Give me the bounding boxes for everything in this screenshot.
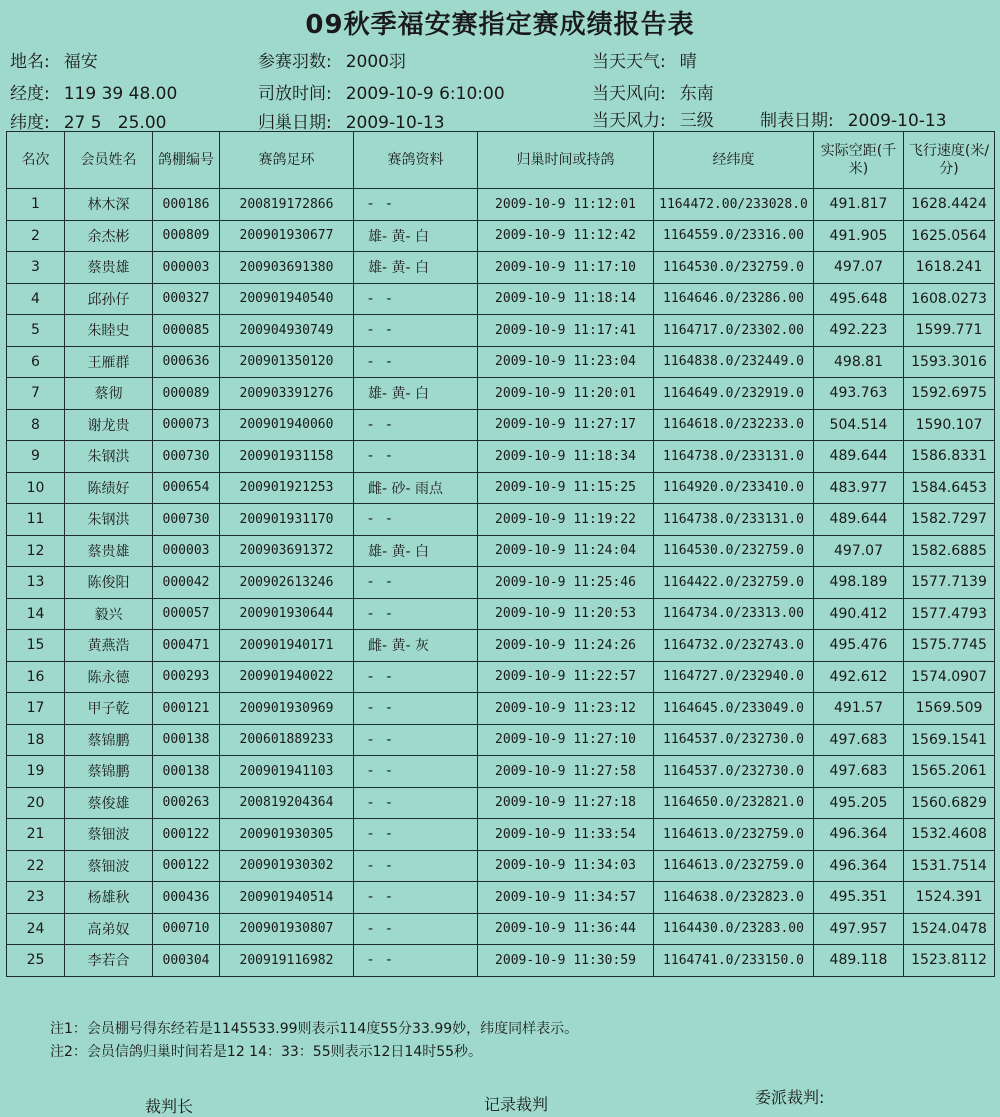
rank-cell: 8	[7, 409, 65, 441]
coordinates-cell: 1164537.0/232730.0	[654, 724, 814, 756]
member-name-cell: 林木深	[65, 189, 153, 221]
results-table	[6, 131, 995, 977]
col-rank: 名次	[7, 132, 65, 189]
distance-cell: 495.205	[814, 787, 904, 819]
speed-cell: 1523.8112	[904, 945, 995, 977]
return-time-cell: 2009-10-9 11:22:57	[478, 661, 654, 693]
pigeon-info-cell: - -	[354, 189, 478, 221]
coordinates-cell: 1164717.0/23302.00	[654, 315, 814, 347]
ring-number-cell: 200901930305	[220, 819, 354, 851]
coordinates-cell: 1164537.0/232730.0	[654, 756, 814, 788]
speed-cell: 1582.7297	[904, 504, 995, 536]
member-name-cell: 陈永德	[65, 661, 153, 693]
recorder-referee-label: 记录裁判	[484, 1095, 549, 1114]
col-pigeon-info: 赛鸽资料	[354, 132, 478, 189]
loft-number-cell: 000089	[153, 378, 220, 410]
coordinates-cell: 1164727.0/232940.0	[654, 661, 814, 693]
return-time-cell: 2009-10-9 11:24:26	[478, 630, 654, 662]
member-name-cell: 蔡贵雄	[65, 252, 153, 284]
pigeon-info-cell: - -	[354, 913, 478, 945]
count-value: 2000羽	[345, 52, 406, 72]
table-row	[7, 661, 995, 693]
ring-number-cell: 200903691380	[220, 252, 354, 284]
table-row	[7, 252, 995, 284]
distance-cell: 497.07	[814, 535, 904, 567]
return-time-cell: 2009-10-9 11:12:42	[478, 220, 654, 252]
return-time-cell: 2009-10-9 11:34:03	[478, 850, 654, 882]
return-time-cell: 2009-10-9 11:20:01	[478, 378, 654, 410]
place-field	[10, 47, 98, 72]
speed-cell: 1577.4793	[904, 598, 995, 630]
coordinates-cell: 1164530.0/232759.0	[654, 535, 814, 567]
ring-number-cell: 200901941103	[220, 756, 354, 788]
coordinates-cell: 1164638.0/232823.0	[654, 882, 814, 914]
distance-cell: 497.683	[814, 724, 904, 756]
coordinates-cell: 1164613.0/232759.0	[654, 850, 814, 882]
ring-number-cell: 200819204364	[220, 787, 354, 819]
coordinates-cell: 1164732.0/232743.0	[654, 630, 814, 662]
rank-cell: 11	[7, 504, 65, 536]
loft-number-cell: 000471	[153, 630, 220, 662]
coordinates-cell: 1164734.0/23313.00	[654, 598, 814, 630]
speed-cell: 1565.2061	[904, 756, 995, 788]
place-label: 地名:	[10, 52, 50, 72]
coordinates-cell: 1164618.0/232233.0	[654, 409, 814, 441]
rank-cell: 15	[7, 630, 65, 662]
pigeon-info-cell: - -	[354, 598, 478, 630]
table-row	[7, 882, 995, 914]
rank-cell: 22	[7, 850, 65, 882]
distance-cell: 498.81	[814, 346, 904, 378]
loft-number-cell: 000003	[153, 252, 220, 284]
loft-number-cell: 000042	[153, 567, 220, 599]
latitude-label: 纬度:	[10, 113, 50, 133]
speed-cell: 1577.7139	[904, 567, 995, 599]
note-2: 注2：会员信鸽归巢时间若是12 14：33：55则表示12日14时55秒。	[50, 1044, 483, 1060]
rank-cell: 9	[7, 441, 65, 473]
return-time-cell: 2009-10-9 11:23:04	[478, 346, 654, 378]
distance-cell: 495.351	[814, 882, 904, 914]
loft-number-cell: 000186	[153, 189, 220, 221]
table-row	[7, 598, 995, 630]
speed-cell: 1625.0564	[904, 220, 995, 252]
pigeon-info-cell: - -	[354, 441, 478, 473]
pigeon-info-cell: - -	[354, 882, 478, 914]
distance-cell: 489.644	[814, 441, 904, 473]
wind-force-field	[592, 106, 714, 131]
coordinates-cell: 1164645.0/233049.0	[654, 693, 814, 725]
latitude-value: 27 5 25.00	[63, 113, 167, 133]
pigeon-info-cell: 雌- 黄- 灰	[354, 630, 478, 662]
coordinates-cell: 1164422.0/232759.0	[654, 567, 814, 599]
loft-number-cell: 000809	[153, 220, 220, 252]
table-row	[7, 409, 995, 441]
loft-number-cell: 000710	[153, 913, 220, 945]
rank-cell: 16	[7, 661, 65, 693]
pigeon-info-cell: - -	[354, 409, 478, 441]
return-time-cell: 2009-10-9 11:27:10	[478, 724, 654, 756]
col-ring-number: 赛鸽足环	[220, 132, 354, 189]
ring-number-cell: 200901940171	[220, 630, 354, 662]
speed-cell: 1590.107	[904, 409, 995, 441]
loft-number-cell: 000138	[153, 756, 220, 788]
return-time-cell: 2009-10-9 11:24:04	[478, 535, 654, 567]
speed-cell: 1582.6885	[904, 535, 995, 567]
rank-cell: 24	[7, 913, 65, 945]
pigeon-info-cell: - -	[354, 504, 478, 536]
return-time-cell: 2009-10-9 11:18:14	[478, 283, 654, 315]
col-loft-number: 鸽棚编号	[153, 132, 220, 189]
member-name-cell: 蔡彻	[65, 378, 153, 410]
ring-number-cell: 200901921253	[220, 472, 354, 504]
rank-cell: 2	[7, 220, 65, 252]
distance-cell: 489.644	[814, 504, 904, 536]
coordinates-cell: 1164741.0/233150.0	[654, 945, 814, 977]
pigeon-info-cell: - -	[354, 661, 478, 693]
distance-cell: 489.118	[814, 945, 904, 977]
made-date-field	[760, 106, 947, 131]
member-name-cell: 毅兴	[65, 598, 153, 630]
distance-cell: 490.412	[814, 598, 904, 630]
distance-cell: 496.364	[814, 850, 904, 882]
appointed-referee-label: 委派裁判:	[755, 1088, 825, 1107]
rank-cell: 20	[7, 787, 65, 819]
count-field	[258, 47, 406, 72]
table-row	[7, 441, 995, 473]
pigeon-info-cell: - -	[354, 693, 478, 725]
rank-cell: 1	[7, 189, 65, 221]
table-row	[7, 378, 995, 410]
pigeon-info-cell: 雄- 黄- 白	[354, 252, 478, 284]
pigeon-info-cell: - -	[354, 724, 478, 756]
table-row	[7, 819, 995, 851]
ring-number-cell: 200901350120	[220, 346, 354, 378]
loft-number-cell: 000654	[153, 472, 220, 504]
loft-number-cell: 000122	[153, 819, 220, 851]
return-time-cell: 2009-10-9 11:34:57	[478, 882, 654, 914]
member-name-cell: 蔡锦鹏	[65, 756, 153, 788]
speed-cell: 1608.0273	[904, 283, 995, 315]
speed-cell: 1569.1541	[904, 724, 995, 756]
table-row	[7, 346, 995, 378]
distance-cell: 495.476	[814, 630, 904, 662]
distance-cell: 504.514	[814, 409, 904, 441]
speed-cell: 1560.6829	[904, 787, 995, 819]
member-name-cell: 高弟奴	[65, 913, 153, 945]
distance-cell: 496.364	[814, 819, 904, 851]
table-row	[7, 472, 995, 504]
wind-force-value: 三级	[679, 111, 714, 131]
table-row	[7, 693, 995, 725]
count-label: 参赛羽数:	[258, 52, 332, 72]
distance-cell: 491.905	[814, 220, 904, 252]
rank-cell: 17	[7, 693, 65, 725]
return-time-cell: 2009-10-9 11:19:22	[478, 504, 654, 536]
pigeon-info-cell: 雌- 砂- 雨点	[354, 472, 478, 504]
made-date-label: 制表日期:	[760, 111, 834, 131]
rank-cell: 12	[7, 535, 65, 567]
col-member-name: 会员姓名	[65, 132, 153, 189]
member-name-cell: 朱钢洪	[65, 441, 153, 473]
rank-cell: 4	[7, 283, 65, 315]
ring-number-cell: 200919116982	[220, 945, 354, 977]
speed-cell: 1584.6453	[904, 472, 995, 504]
rank-cell: 14	[7, 598, 65, 630]
return-time-cell: 2009-10-9 11:25:46	[478, 567, 654, 599]
loft-number-cell: 000436	[153, 882, 220, 914]
member-name-cell: 邱孙仔	[65, 283, 153, 315]
table-row	[7, 945, 995, 977]
pigeon-info-cell: - -	[354, 346, 478, 378]
distance-cell: 483.977	[814, 472, 904, 504]
member-name-cell: 蔡锦鹏	[65, 724, 153, 756]
col-speed: 飞行速度(米/分)	[904, 132, 995, 189]
rank-cell: 19	[7, 756, 65, 788]
weather-value: 晴	[679, 52, 697, 72]
rank-cell: 5	[7, 315, 65, 347]
pigeon-info-cell: - -	[354, 567, 478, 599]
weather-label: 当天天气:	[592, 52, 666, 72]
member-name-cell: 杨雄秋	[65, 882, 153, 914]
distance-cell: 491.57	[814, 693, 904, 725]
speed-cell: 1574.0907	[904, 661, 995, 693]
longitude-field	[10, 79, 177, 104]
loft-number-cell: 000304	[153, 945, 220, 977]
ring-number-cell: 200901940514	[220, 882, 354, 914]
loft-number-cell: 000003	[153, 535, 220, 567]
coordinates-cell: 1164738.0/233131.0	[654, 504, 814, 536]
pigeon-info-cell: 雄- 黄- 白	[354, 535, 478, 567]
loft-number-cell: 000057	[153, 598, 220, 630]
coordinates-cell: 1164838.0/232449.0	[654, 346, 814, 378]
return-time-cell: 2009-10-9 11:20:53	[478, 598, 654, 630]
pigeon-info-cell: - -	[354, 945, 478, 977]
loft-number-cell: 000636	[153, 346, 220, 378]
member-name-cell: 王雁群	[65, 346, 153, 378]
speed-cell: 1628.4424	[904, 189, 995, 221]
table-row	[7, 630, 995, 662]
return-time-cell: 2009-10-9 11:36:44	[478, 913, 654, 945]
pigeon-info-cell: - -	[354, 315, 478, 347]
ring-number-cell: 200902613246	[220, 567, 354, 599]
loft-number-cell: 000138	[153, 724, 220, 756]
speed-cell: 1586.8331	[904, 441, 995, 473]
ring-number-cell: 200903691372	[220, 535, 354, 567]
ring-number-cell: 200901930677	[220, 220, 354, 252]
rank-cell: 13	[7, 567, 65, 599]
return-date-field	[258, 108, 445, 133]
return-time-cell: 2009-10-9 11:27:58	[478, 756, 654, 788]
made-date-value: 2009-10-13	[847, 111, 947, 131]
table-row	[7, 567, 995, 599]
coordinates-cell: 1164646.0/23286.00	[654, 283, 814, 315]
col-return-time: 归巢时间或持鸽	[478, 132, 654, 189]
report-title: 09秋季福安赛指定赛成绩报告表	[305, 10, 695, 40]
speed-cell: 1524.391	[904, 882, 995, 914]
return-time-cell: 2009-10-9 11:27:17	[478, 409, 654, 441]
rank-cell: 10	[7, 472, 65, 504]
coordinates-cell: 1164649.0/232919.0	[654, 378, 814, 410]
return-time-cell: 2009-10-9 11:27:18	[478, 787, 654, 819]
release-label: 司放时间:	[258, 84, 332, 104]
col-coordinates: 经纬度	[654, 132, 814, 189]
col-distance: 实际空距(千米)	[814, 132, 904, 189]
distance-cell: 492.612	[814, 661, 904, 693]
speed-cell: 1618.241	[904, 252, 995, 284]
weather-field	[592, 47, 697, 72]
ring-number-cell: 200901930302	[220, 850, 354, 882]
rank-cell: 18	[7, 724, 65, 756]
distance-cell: 492.223	[814, 315, 904, 347]
ring-number-cell: 200901940022	[220, 661, 354, 693]
return-time-cell: 2009-10-9 11:30:59	[478, 945, 654, 977]
return-time-cell: 2009-10-9 11:17:41	[478, 315, 654, 347]
speed-cell: 1575.7745	[904, 630, 995, 662]
table-row	[7, 724, 995, 756]
member-name-cell: 谢龙贵	[65, 409, 153, 441]
coordinates-cell: 1164738.0/233131.0	[654, 441, 814, 473]
pigeon-info-cell: - -	[354, 819, 478, 851]
return-time-cell: 2009-10-9 11:17:10	[478, 252, 654, 284]
distance-cell: 493.763	[814, 378, 904, 410]
pigeon-info-cell: - -	[354, 787, 478, 819]
member-name-cell: 余杰彬	[65, 220, 153, 252]
ring-number-cell: 200901931170	[220, 504, 354, 536]
table-row	[7, 913, 995, 945]
return-time-cell: 2009-10-9 11:12:01	[478, 189, 654, 221]
wind-direction-field	[592, 79, 714, 104]
speed-cell: 1532.4608	[904, 819, 995, 851]
distance-cell: 497.683	[814, 756, 904, 788]
ring-number-cell: 200901930644	[220, 598, 354, 630]
wind-direction-label: 当天风向:	[592, 84, 666, 104]
member-name-cell: 陈绩好	[65, 472, 153, 504]
speed-cell: 1593.3016	[904, 346, 995, 378]
member-name-cell: 蔡钿波	[65, 850, 153, 882]
loft-number-cell: 000730	[153, 441, 220, 473]
loft-number-cell: 000327	[153, 283, 220, 315]
loft-number-cell: 000085	[153, 315, 220, 347]
return-time-cell: 2009-10-9 11:18:34	[478, 441, 654, 473]
ring-number-cell: 200819172866	[220, 189, 354, 221]
member-name-cell: 蔡钿波	[65, 819, 153, 851]
pigeon-info-cell: - -	[354, 850, 478, 882]
speed-cell: 1531.7514	[904, 850, 995, 882]
table-row	[7, 315, 995, 347]
ring-number-cell: 200601889233	[220, 724, 354, 756]
table-row	[7, 787, 995, 819]
coordinates-cell: 1164650.0/232821.0	[654, 787, 814, 819]
pigeon-info-cell: 雄- 黄- 白	[354, 378, 478, 410]
speed-cell: 1524.0478	[904, 913, 995, 945]
distance-cell: 495.648	[814, 283, 904, 315]
speed-cell: 1592.6975	[904, 378, 995, 410]
member-name-cell: 朱睦史	[65, 315, 153, 347]
rank-cell: 6	[7, 346, 65, 378]
table-row	[7, 756, 995, 788]
member-name-cell: 蔡俊雄	[65, 787, 153, 819]
rank-cell: 21	[7, 819, 65, 851]
ring-number-cell: 200901930969	[220, 693, 354, 725]
member-name-cell: 黄燕浩	[65, 630, 153, 662]
place-value: 福安	[63, 52, 98, 72]
ring-number-cell: 200901940540	[220, 283, 354, 315]
table-row	[7, 283, 995, 315]
distance-cell: 497.07	[814, 252, 904, 284]
pigeon-info-cell: 雄- 黄- 白	[354, 220, 478, 252]
member-name-cell: 蔡贵雄	[65, 535, 153, 567]
rank-cell: 25	[7, 945, 65, 977]
ring-number-cell: 200901940060	[220, 409, 354, 441]
longitude-value: 119 39 48.00	[63, 84, 178, 104]
loft-number-cell: 000293	[153, 661, 220, 693]
return-date-value: 2009-10-13	[345, 113, 445, 133]
speed-cell: 1569.509	[904, 693, 995, 725]
member-name-cell: 陈俊阳	[65, 567, 153, 599]
coordinates-cell: 1164613.0/232759.0	[654, 819, 814, 851]
coordinates-cell: 1164472.00/233028.0	[654, 189, 814, 221]
release-value: 2009-10-9 6:10:00	[345, 84, 505, 104]
distance-cell: 497.957	[814, 913, 904, 945]
ring-number-cell: 200903391276	[220, 378, 354, 410]
coordinates-cell: 1164430.0/23283.00	[654, 913, 814, 945]
loft-number-cell: 000121	[153, 693, 220, 725]
member-name-cell: 甲子乾	[65, 693, 153, 725]
release-field	[258, 79, 505, 104]
distance-cell: 498.189	[814, 567, 904, 599]
loft-number-cell: 000730	[153, 504, 220, 536]
coordinates-cell: 1164559.0/23316.00	[654, 220, 814, 252]
wind-direction-value: 东南	[679, 84, 714, 104]
rank-cell: 7	[7, 378, 65, 410]
return-time-cell: 2009-10-9 11:23:12	[478, 693, 654, 725]
table-row	[7, 189, 995, 221]
table-row	[7, 504, 995, 536]
pigeon-info-cell: - -	[354, 283, 478, 315]
ring-number-cell: 200901931158	[220, 441, 354, 473]
wind-force-label: 当天风力:	[592, 111, 666, 131]
table-row	[7, 850, 995, 882]
return-time-cell: 2009-10-9 11:33:54	[478, 819, 654, 851]
coordinates-cell: 1164530.0/232759.0	[654, 252, 814, 284]
table-header-row	[7, 132, 995, 189]
pigeon-info-cell: - -	[354, 756, 478, 788]
rank-cell: 23	[7, 882, 65, 914]
speed-cell: 1599.771	[904, 315, 995, 347]
distance-cell: 491.817	[814, 189, 904, 221]
member-name-cell: 李若合	[65, 945, 153, 977]
table-row	[7, 220, 995, 252]
table-row	[7, 535, 995, 567]
ring-number-cell: 200904930749	[220, 315, 354, 347]
longitude-label: 经度:	[10, 84, 50, 104]
loft-number-cell: 000263	[153, 787, 220, 819]
ring-number-cell: 200901930807	[220, 913, 354, 945]
return-date-label: 归巢日期:	[258, 113, 332, 133]
note-1: 注1：会员棚号得东经若是1145533.99则表示114度55分33.99妙，纬度同样表示。	[50, 1021, 579, 1037]
loft-number-cell: 000073	[153, 409, 220, 441]
coordinates-cell: 1164920.0/233410.0	[654, 472, 814, 504]
loft-number-cell: 000122	[153, 850, 220, 882]
latitude-field	[10, 108, 166, 133]
member-name-cell: 朱钢洪	[65, 504, 153, 536]
rank-cell: 3	[7, 252, 65, 284]
chief-referee-label: 裁判长	[145, 1097, 194, 1116]
return-time-cell: 2009-10-9 11:15:25	[478, 472, 654, 504]
